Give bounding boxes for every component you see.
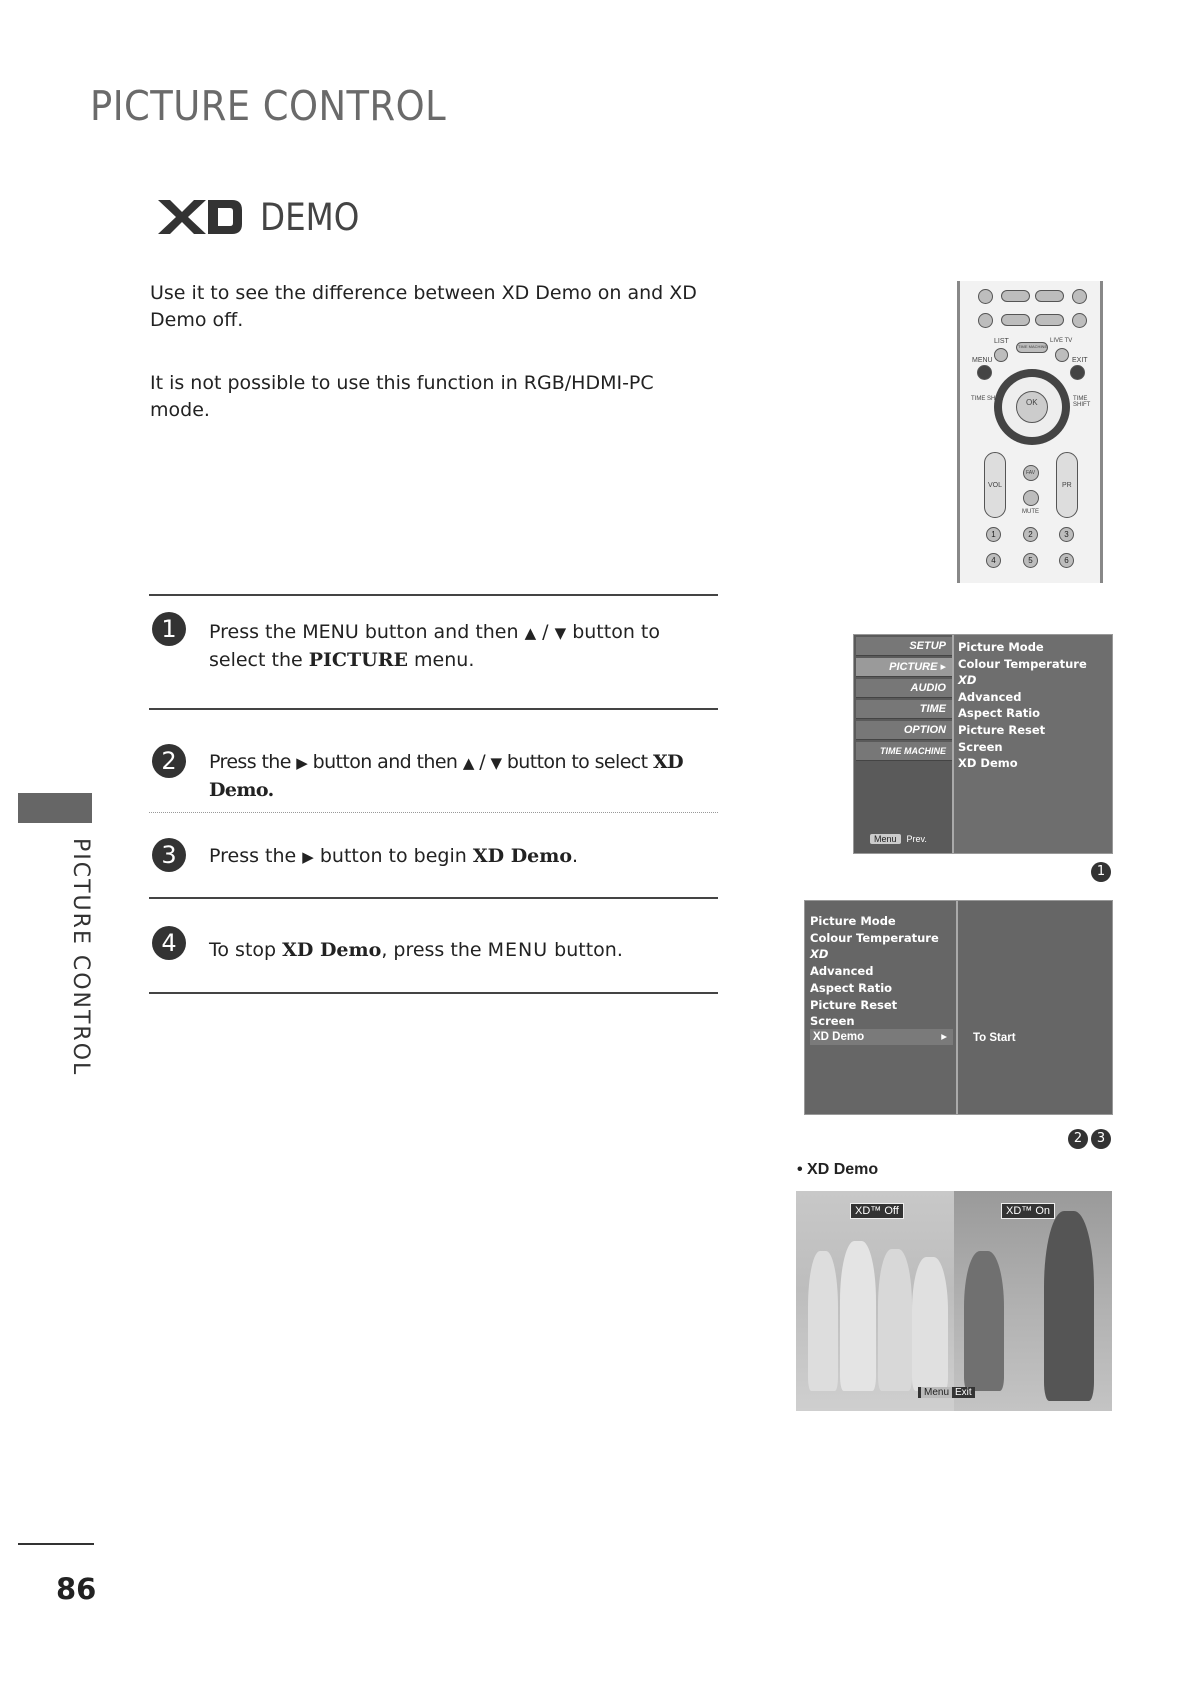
list-button: [994, 348, 1008, 362]
fav-label: FAV: [1026, 470, 1036, 476]
child-figure: [808, 1251, 838, 1391]
mute-label: MUTE: [1022, 509, 1039, 515]
down-triangle-icon: ▼: [490, 754, 502, 772]
step-number-2: 2: [152, 744, 186, 778]
osd-item: Advanced: [810, 964, 874, 979]
step-number-3: 3: [152, 838, 186, 872]
pause-button: [1035, 290, 1064, 302]
footer-rule: [18, 1543, 94, 1545]
osd-picture-items: [810, 913, 939, 1030]
intro-text: [150, 280, 710, 424]
osd-item: Picture Reset: [958, 722, 1046, 737]
osd-tab-audio: AUDIO: [856, 679, 952, 698]
osd-item: XD: [810, 947, 829, 962]
number-2-button: 2: [1023, 527, 1038, 542]
exit-label: EXIT: [1072, 357, 1088, 364]
step-3-text: Press the ▶ button to begin XD Demo.: [209, 845, 579, 867]
side-section-label: PICTURE CONTROL: [68, 838, 93, 1077]
skip-back-button: [978, 313, 993, 328]
osd-tab-time: TIME: [856, 700, 952, 719]
fast-forward-button: [1035, 314, 1064, 326]
osd-tab-time-machine: TIME MACHINE: [856, 742, 952, 761]
xd-on-half: [954, 1191, 1112, 1411]
xd-off-half: [796, 1191, 954, 1411]
step-marker-1: 1: [1091, 862, 1111, 882]
time-shift-right-label: TIME SHIFT: [1073, 396, 1091, 408]
side-tab-marker: [18, 793, 92, 823]
play-button: [1001, 290, 1030, 302]
child-figure: [964, 1251, 1004, 1391]
osd-item: Screen: [810, 1014, 855, 1029]
osd-item: Aspect Ratio: [958, 706, 1041, 721]
osd-menu-screen-1: [853, 634, 1113, 854]
child-figure: [912, 1257, 948, 1391]
step-number-1: 1: [152, 612, 186, 646]
osd-item: Aspect Ratio: [810, 980, 893, 995]
osd-item: XD: [958, 673, 977, 688]
osd-tab-setup: SETUP: [856, 637, 952, 656]
child-figure: [1044, 1211, 1094, 1401]
intro-paragraph-1: Use it to see the difference between XD Demo on and XD Demo off.: [150, 282, 697, 331]
right-arrow-icon: ▸: [941, 1031, 947, 1043]
osd-tab-option: OPTION: [856, 721, 952, 740]
osd-menu-hint: Menu Prev.: [870, 834, 927, 844]
xd-demo-caption: • XD Demo: [797, 1161, 879, 1178]
osd-item-xd-demo-selected: XD Demo ▸: [810, 1029, 953, 1045]
list-label: LIST: [994, 338, 1009, 345]
child-figure: [840, 1241, 876, 1391]
osd-item: Colour Temperature: [810, 930, 939, 945]
page-number: 86: [56, 1572, 97, 1606]
right-triangle-icon: ▶: [302, 848, 314, 866]
live-tv-label: LIVE TV: [1050, 338, 1073, 344]
page-title: PICTURE CONTROL: [90, 82, 447, 130]
ok-button: [1016, 391, 1048, 423]
divider: [149, 708, 718, 710]
up-triangle-icon: ▲: [462, 754, 474, 772]
down-triangle-icon: ▼: [554, 624, 567, 642]
time-machine-label: TIME MACHINE: [1018, 344, 1048, 349]
section-title: DEMO: [260, 196, 360, 239]
menu-button: [977, 365, 992, 380]
intro-paragraph-2: It is not possible to use this function in RGB/HDMI-PC mode.: [150, 372, 654, 421]
step-4-text: To stop XD Demo, press the MENU button.: [209, 939, 623, 961]
osd-to-start-text: To Start: [973, 1032, 1016, 1044]
osd-item: XD Demo: [958, 756, 1018, 771]
osd-item: Picture Mode: [958, 640, 1044, 654]
demo-menu-exit-hint: Menu Exit: [918, 1387, 975, 1398]
osd-picture-items: [958, 639, 1087, 772]
ok-label: OK: [1026, 398, 1038, 407]
mute-button: [1023, 490, 1039, 506]
remote-control-illustration: [957, 281, 1103, 583]
osd-picture-column: [805, 901, 958, 1114]
osd-menu-screen-2: [804, 900, 1113, 1115]
number-4-button: 4: [986, 553, 1001, 568]
number-6-button: 6: [1059, 553, 1074, 568]
menu-label: MENU: [972, 357, 993, 364]
step-1-text: Press the MENU button and then ▲ / ▼ button to select the PICTURE menu.: [209, 621, 660, 671]
divider: [149, 594, 718, 596]
osd-tab-picture: PICTURE ▸: [856, 658, 952, 677]
step-2-text: Press the ▶ button and then ▲ / ▼ button to select XD Demo.: [209, 751, 683, 801]
number-5-button: 5: [1023, 553, 1038, 568]
divider-dotted: [149, 812, 718, 813]
osd-category-column: [854, 635, 954, 853]
volume-label: VOL: [988, 482, 1003, 489]
time-shift-left-label: TIME SHIFT: [971, 396, 1005, 402]
right-triangle-icon: ▶: [296, 754, 308, 772]
osd-item: Picture Mode: [810, 914, 896, 928]
osd-item: Screen: [958, 739, 1003, 754]
program-label: PR: [1062, 482, 1072, 489]
divider: [149, 992, 718, 994]
osd-item: Picture Reset: [810, 997, 898, 1012]
xd-on-tag: XD™ On: [1001, 1203, 1055, 1219]
record-button: [1072, 289, 1087, 304]
number-3-button: 3: [1059, 527, 1074, 542]
xd-demo-split-screen: [796, 1191, 1112, 1411]
rewind-button: [1001, 314, 1030, 326]
skip-forward-button: [1072, 313, 1087, 328]
xd-off-tag: XD™ Off: [850, 1203, 904, 1219]
up-triangle-icon: ▲: [524, 624, 537, 642]
live-tv-button: [1055, 348, 1069, 362]
stop-button: [978, 289, 993, 304]
step-marker-3: 3: [1091, 1129, 1111, 1149]
divider: [149, 897, 718, 899]
step-marker-2: 2: [1068, 1129, 1088, 1149]
osd-item: Advanced: [958, 689, 1022, 704]
step-number-4: 4: [152, 926, 186, 960]
child-figure: [878, 1249, 912, 1391]
xd-logo: [156, 194, 244, 236]
osd-item: Colour Temperature: [958, 656, 1087, 671]
exit-button: [1070, 365, 1085, 380]
number-1-button: 1: [986, 527, 1001, 542]
